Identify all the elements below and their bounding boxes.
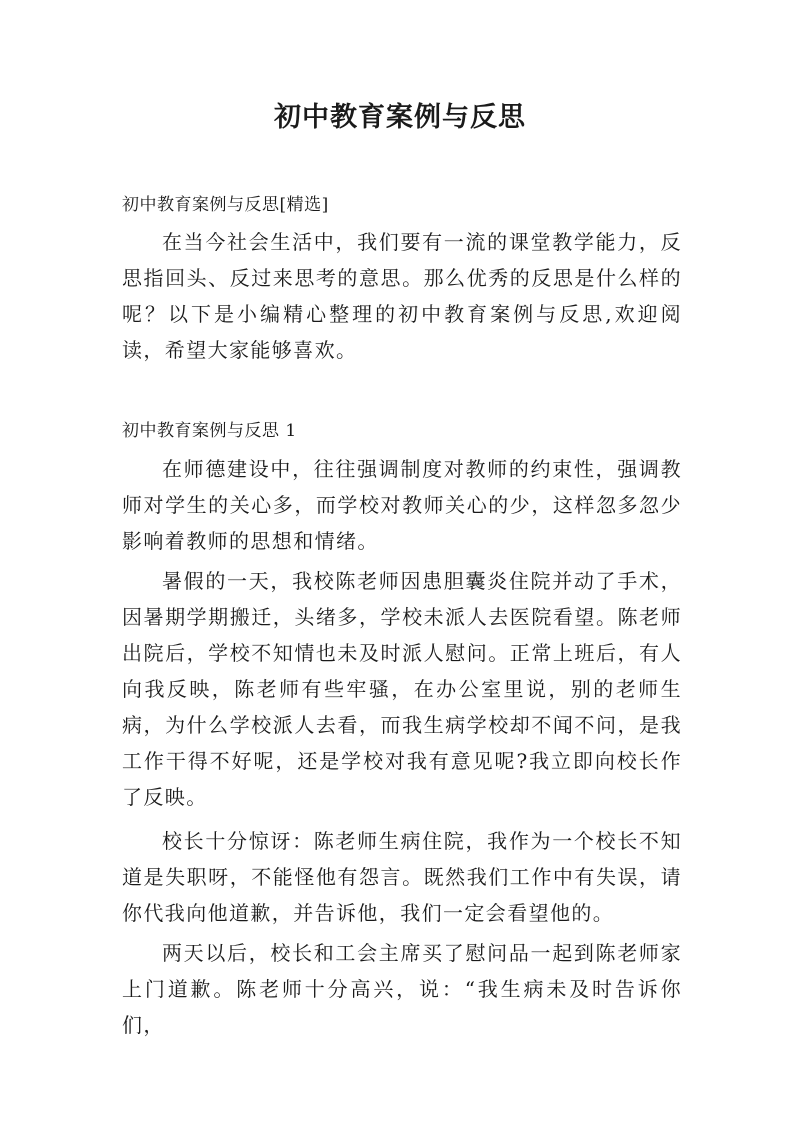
intro-paragraph: 在当今社会生活中，我们要有一流的课堂教学能力，反思指回头、反过来思考的意思。那么优秀的反思是什么样的呢？以下是小编精心整理的初中教育案例与反思,欢迎阅读，希望大家能够喜欢。	[122, 230, 682, 362]
intro-heading: 初中教育案例与反思[精选]	[122, 195, 329, 215]
body-paragraph: 校长十分惊讶：陈老师生病住院，我作为一个校长不知道是失职呀，不能怪他有怨言。既然我们工作中有失误，请你代我向他道歉，并告诉他，我们一定会看望他的。	[122, 829, 682, 925]
body-paragraph: 两天以后，校长和工会主席买了慰问品一起到陈老师家上门道歉。陈老师十分高兴，说：“我生病未及时告诉你们，	[122, 941, 682, 1037]
body-paragraph: 在师德建设中，往往强调制度对教师的约束性，强调教师对学生的关心多，而学校对教师关心的少，这样忽多忽少影响着教师的思想和情绪。	[122, 457, 682, 553]
section-heading: 初中教育案例与反思 1	[122, 421, 297, 441]
body-paragraph: 暑假的一天，我校陈老师因患胆囊炎住院并动了手术，因暑期学期搬迁，头绪多，学校未派人去医院看望。陈老师出院后，学校不知情也未及时派人慰问。正常上班后，有人向我反映，陈老师有些牢骚，在办公室里说，别的老师生病，为什么学校派人去看，而我生病学校却不闻不问，是我工作干得不好呢，还是学校对我有意见呢?我立即向校长作了反映。	[122, 569, 682, 809]
document-title: 初中教育案例与反思	[274, 102, 526, 133]
